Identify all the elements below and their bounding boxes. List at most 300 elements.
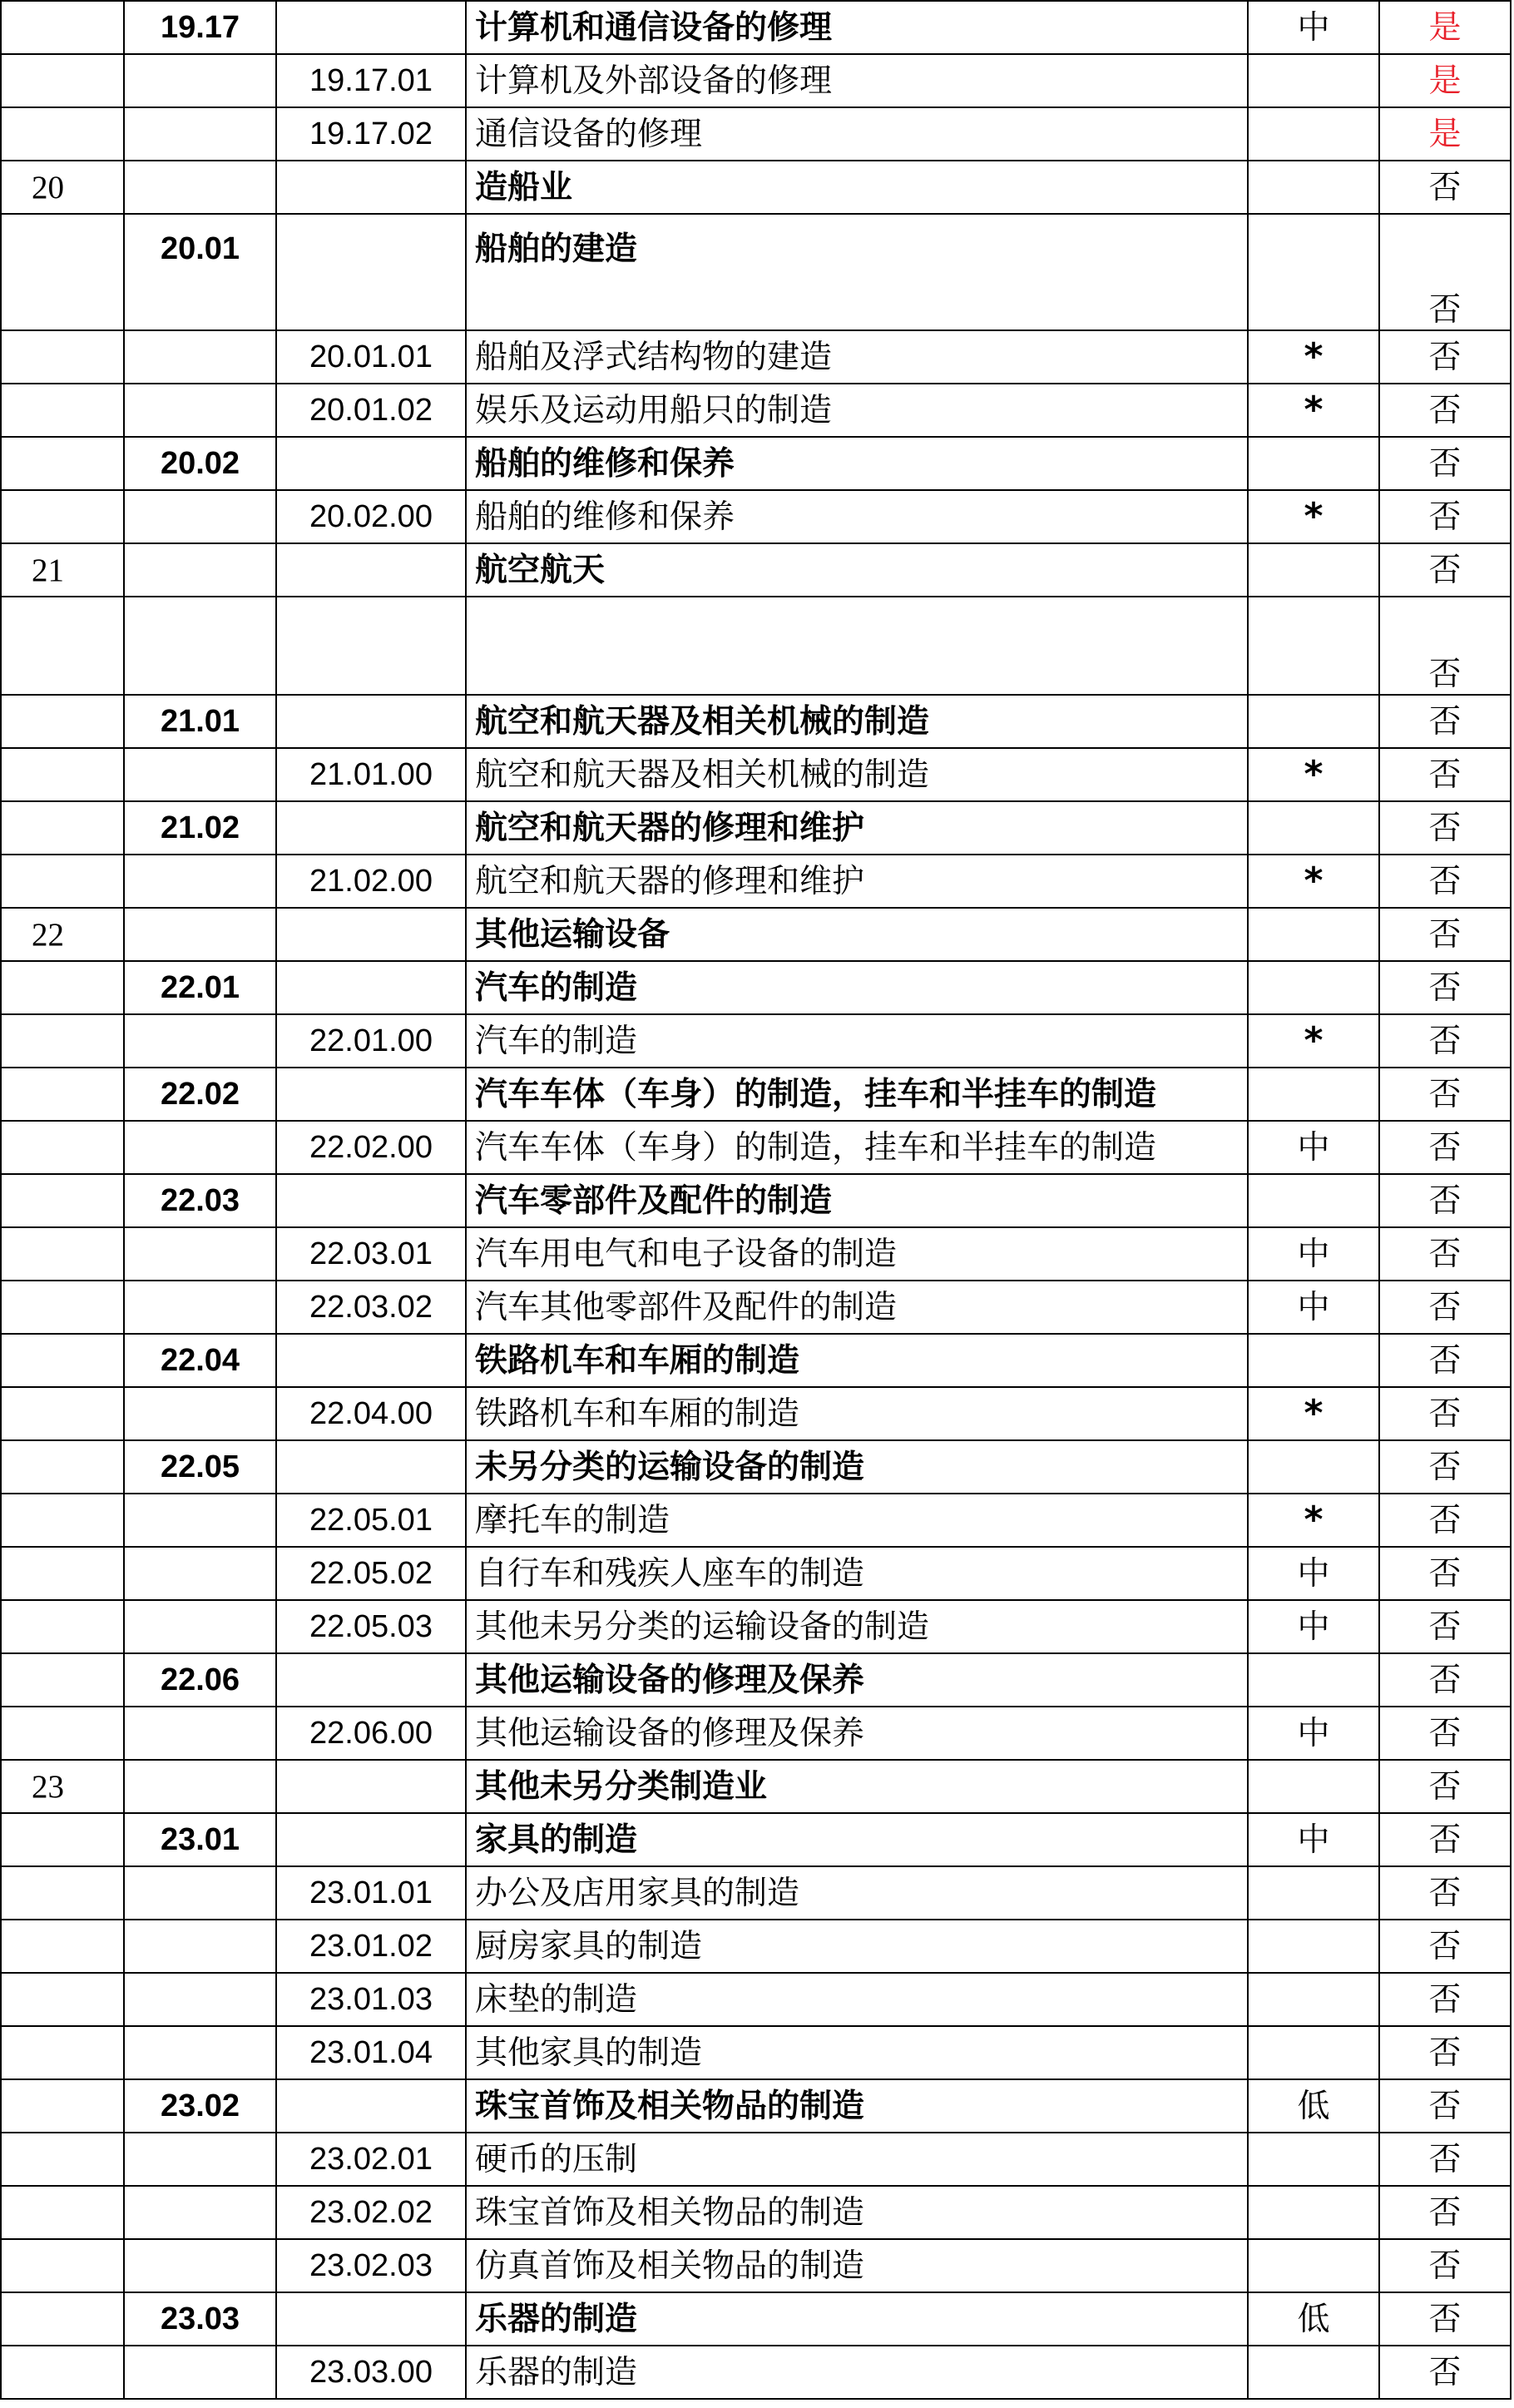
level-cell: * xyxy=(1248,1494,1379,1547)
industry-name-cell: 汽车其他零部件及配件的制造 xyxy=(466,1281,1248,1334)
class-code-cell: 23.03.00 xyxy=(276,2346,466,2399)
section-code-cell xyxy=(1,1494,124,1547)
class-code-cell xyxy=(276,1440,466,1494)
level-cell xyxy=(1248,543,1379,597)
section-code-cell xyxy=(1,1334,124,1387)
level-cell: 中 xyxy=(1248,1547,1379,1600)
class-code-cell xyxy=(276,1174,466,1227)
table-row xyxy=(1,855,1511,908)
industry-name-cell: 计算机和通信设备的修理 xyxy=(466,1,1248,54)
level-cell: 中 xyxy=(1248,1227,1379,1281)
industry-name-cell: 其他运输设备的修理及保养 xyxy=(466,1707,1248,1760)
table-row xyxy=(1,1281,1511,1334)
industry-name-cell: 娱乐及运动用船只的制造 xyxy=(466,384,1248,437)
industry-name-cell: 摩托车的制造 xyxy=(466,1494,1248,1547)
industry-name-cell: 航空和航天器及相关机械的制造 xyxy=(466,748,1248,801)
section-code-cell xyxy=(1,961,124,1014)
class-code-cell xyxy=(276,543,466,597)
table-row xyxy=(1,748,1511,801)
section-code-cell xyxy=(1,1973,124,2026)
group-code-cell: 19.17 xyxy=(124,1,276,54)
table-row xyxy=(1,437,1511,490)
industry-name-cell: 铁路机车和车厢的制造 xyxy=(466,1387,1248,1440)
section-code-cell xyxy=(1,384,124,437)
flag-cell: 否 xyxy=(1379,1440,1511,1494)
section-code-cell xyxy=(1,1281,124,1334)
section-code-cell xyxy=(1,855,124,908)
flag-cell: 否 xyxy=(1379,384,1511,437)
section-code-cell xyxy=(1,490,124,543)
group-code-cell xyxy=(124,1387,276,1440)
flag-cell: 否 xyxy=(1379,2133,1511,2186)
group-code-cell xyxy=(124,54,276,107)
flag-cell: 否 xyxy=(1379,2239,1511,2292)
group-code-cell: 21.02 xyxy=(124,801,276,855)
industry-name-cell: 汽车车体（车身）的制造，挂车和半挂车的制造 xyxy=(466,1121,1248,1174)
section-code-cell xyxy=(1,2292,124,2346)
class-code-cell xyxy=(276,801,466,855)
flag-cell: 否 xyxy=(1379,1068,1511,1121)
table-row xyxy=(1,1547,1511,1600)
section-code-cell xyxy=(1,437,124,490)
level-cell: 低 xyxy=(1248,2292,1379,2346)
flag-cell: 否 xyxy=(1379,437,1511,490)
group-code-cell xyxy=(124,1014,276,1068)
class-code-cell: 21.02.00 xyxy=(276,855,466,908)
class-code-cell: 22.05.03 xyxy=(276,1600,466,1653)
class-code-cell xyxy=(276,961,466,1014)
section-code-cell xyxy=(1,1600,124,1653)
industry-name-cell: 汽车的制造 xyxy=(466,1014,1248,1068)
class-code-cell: 22.03.02 xyxy=(276,1281,466,1334)
flag-cell: 否 xyxy=(1379,2186,1511,2239)
group-code-cell: 22.03 xyxy=(124,1174,276,1227)
group-code-cell xyxy=(124,1494,276,1547)
industry-name-cell: 珠宝首饰及相关物品的制造 xyxy=(466,2079,1248,2133)
class-code-cell: 23.01.03 xyxy=(276,1973,466,2026)
industry-name-cell: 航空和航天器及相关机械的制造 xyxy=(466,695,1248,748)
industry-name-cell: 硬币的压制 xyxy=(466,2133,1248,2186)
level-cell xyxy=(1248,2346,1379,2399)
table-row xyxy=(1,1760,1511,1813)
level-cell xyxy=(1248,1440,1379,1494)
class-code-cell xyxy=(276,1760,466,1813)
table-row xyxy=(1,1387,1511,1440)
level-cell: * xyxy=(1248,330,1379,384)
class-code-cell xyxy=(276,161,466,214)
flag-cell: 否 xyxy=(1379,855,1511,908)
group-code-cell xyxy=(124,1707,276,1760)
class-code-cell xyxy=(276,437,466,490)
class-code-cell: 23.01.01 xyxy=(276,1866,466,1920)
level-cell xyxy=(1248,961,1379,1014)
group-code-cell xyxy=(124,855,276,908)
level-cell: 中 xyxy=(1248,1281,1379,1334)
group-code-cell xyxy=(124,543,276,597)
section-code-cell xyxy=(1,748,124,801)
table-row xyxy=(1,330,1511,384)
group-code-cell xyxy=(124,908,276,961)
level-cell xyxy=(1248,161,1379,214)
group-code-cell xyxy=(124,1547,276,1600)
level-cell xyxy=(1248,2133,1379,2186)
industry-name-cell: 船舶的维修和保养 xyxy=(466,490,1248,543)
group-code-cell xyxy=(124,1866,276,1920)
class-code-cell xyxy=(276,1334,466,1387)
industry-name-cell: 自行车和残疾人座车的制造 xyxy=(466,1547,1248,1600)
group-code-cell xyxy=(124,1227,276,1281)
class-code-cell: 20.01.02 xyxy=(276,384,466,437)
table-row xyxy=(1,490,1511,543)
flag-cell: 否 xyxy=(1379,695,1511,748)
industry-name-cell: 汽车用电气和电子设备的制造 xyxy=(466,1227,1248,1281)
table-row xyxy=(1,908,1511,961)
level-cell xyxy=(1248,107,1379,161)
level-cell: 中 xyxy=(1248,1600,1379,1653)
group-code-cell xyxy=(124,2026,276,2079)
section-code-cell xyxy=(1,1174,124,1227)
industry-name-cell: 汽车零部件及配件的制造 xyxy=(466,1174,1248,1227)
level-cell: * xyxy=(1248,384,1379,437)
table-row xyxy=(1,597,1511,695)
section-code-cell: 20 xyxy=(1,161,124,214)
level-cell xyxy=(1248,1866,1379,1920)
group-code-cell xyxy=(124,330,276,384)
level-cell: * xyxy=(1248,1387,1379,1440)
flag-cell: 否 xyxy=(1379,2079,1511,2133)
section-code-cell xyxy=(1,2079,124,2133)
industry-name-cell: 家具的制造 xyxy=(466,1813,1248,1866)
group-code-cell: 20.01 xyxy=(124,214,276,330)
class-code-cell xyxy=(276,214,466,330)
class-code-cell: 22.04.00 xyxy=(276,1387,466,1440)
industry-name-cell: 船舶的维修和保养 xyxy=(466,437,1248,490)
class-code-cell: 22.05.01 xyxy=(276,1494,466,1547)
flag-cell: 否 xyxy=(1379,908,1511,961)
level-cell: * xyxy=(1248,748,1379,801)
industry-name-cell: 汽车的制造 xyxy=(466,961,1248,1014)
flag-cell: 否 xyxy=(1379,161,1511,214)
section-code-cell xyxy=(1,2239,124,2292)
group-code-cell: 22.06 xyxy=(124,1653,276,1707)
industry-name-cell: 汽车车体（车身）的制造，挂车和半挂车的制造 xyxy=(466,1068,1248,1121)
flag-cell: 否 xyxy=(1379,1973,1511,2026)
section-code-cell xyxy=(1,1227,124,1281)
level-cell xyxy=(1248,2186,1379,2239)
section-code-cell xyxy=(1,597,124,695)
table-row xyxy=(1,695,1511,748)
group-code-cell: 21.01 xyxy=(124,695,276,748)
group-code-cell xyxy=(124,597,276,695)
industry-name-cell: 计算机及外部设备的修理 xyxy=(466,54,1248,107)
flag-cell: 否 xyxy=(1379,1014,1511,1068)
industry-name-cell: 造船业 xyxy=(466,161,1248,214)
flag-cell: 否 xyxy=(1379,801,1511,855)
industry-name-cell: 乐器的制造 xyxy=(466,2292,1248,2346)
section-code-cell xyxy=(1,2026,124,2079)
flag-cell: 否 xyxy=(1379,1121,1511,1174)
level-cell: * xyxy=(1248,490,1379,543)
industry-name-cell: 珠宝首饰及相关物品的制造 xyxy=(466,2186,1248,2239)
level-cell xyxy=(1248,214,1379,330)
industry-name-cell: 仿真首饰及相关物品的制造 xyxy=(466,2239,1248,2292)
class-code-cell xyxy=(276,908,466,961)
industry-name-cell: 航空和航天器的修理和维护 xyxy=(466,801,1248,855)
group-code-cell xyxy=(124,2239,276,2292)
level-cell xyxy=(1248,908,1379,961)
flag-cell: 否 xyxy=(1379,597,1511,695)
class-code-cell: 23.01.02 xyxy=(276,1920,466,1973)
class-code-cell: 23.02.03 xyxy=(276,2239,466,2292)
group-code-cell xyxy=(124,1920,276,1973)
class-code-cell: 22.01.00 xyxy=(276,1014,466,1068)
level-cell: 中 xyxy=(1248,1707,1379,1760)
table-row xyxy=(1,1973,1511,2026)
section-code-cell: 21 xyxy=(1,543,124,597)
table-row xyxy=(1,1014,1511,1068)
flag-cell: 否 xyxy=(1379,1494,1511,1547)
group-code-cell xyxy=(124,1760,276,1813)
table-row xyxy=(1,1440,1511,1494)
level-cell xyxy=(1248,2239,1379,2292)
group-code-cell: 23.03 xyxy=(124,2292,276,2346)
flag-cell: 否 xyxy=(1379,748,1511,801)
section-code-cell: 23 xyxy=(1,1760,124,1813)
flag-cell: 否 xyxy=(1379,1547,1511,1600)
flag-cell: 否 xyxy=(1379,490,1511,543)
class-code-cell: 21.01.00 xyxy=(276,748,466,801)
table-row xyxy=(1,107,1511,161)
flag-cell: 是 xyxy=(1379,54,1511,107)
group-code-cell xyxy=(124,2133,276,2186)
section-code-cell xyxy=(1,1547,124,1600)
level-cell: * xyxy=(1248,1014,1379,1068)
group-code-cell xyxy=(124,1121,276,1174)
level-cell xyxy=(1248,437,1379,490)
level-cell xyxy=(1248,1068,1379,1121)
group-code-cell xyxy=(124,2346,276,2399)
section-code-cell xyxy=(1,2346,124,2399)
section-code-cell xyxy=(1,1,124,54)
class-code-cell xyxy=(276,1653,466,1707)
table-row xyxy=(1,1121,1511,1174)
table-row xyxy=(1,1866,1511,1920)
table-row xyxy=(1,1174,1511,1227)
flag-cell: 否 xyxy=(1379,1866,1511,1920)
flag-cell: 否 xyxy=(1379,2292,1511,2346)
section-code-cell xyxy=(1,2133,124,2186)
section-code-cell xyxy=(1,1014,124,1068)
flag-cell: 否 xyxy=(1379,1334,1511,1387)
level-cell xyxy=(1248,1760,1379,1813)
flag-cell: 是 xyxy=(1379,1,1511,54)
section-code-cell xyxy=(1,695,124,748)
group-code-cell xyxy=(124,2186,276,2239)
flag-cell: 否 xyxy=(1379,1707,1511,1760)
table-row xyxy=(1,161,1511,214)
level-cell xyxy=(1248,2026,1379,2079)
section-code-cell: 22 xyxy=(1,908,124,961)
table-row xyxy=(1,1494,1511,1547)
table-body xyxy=(1,1,1511,2399)
industry-name-cell: 乐器的制造 xyxy=(466,2346,1248,2399)
industry-name-cell: 办公及店用家具的制造 xyxy=(466,1866,1248,1920)
level-cell: 中 xyxy=(1248,1121,1379,1174)
table-row xyxy=(1,214,1511,330)
industry-name-cell: 未另分类的运输设备的制造 xyxy=(466,1440,1248,1494)
level-cell: 低 xyxy=(1248,2079,1379,2133)
industry-name-cell: 其他家具的制造 xyxy=(466,2026,1248,2079)
section-code-cell xyxy=(1,1121,124,1174)
flag-cell: 否 xyxy=(1379,1387,1511,1440)
table-row xyxy=(1,1600,1511,1653)
section-code-cell xyxy=(1,1813,124,1866)
group-code-cell xyxy=(124,1973,276,2026)
table-row xyxy=(1,1227,1511,1281)
level-cell: * xyxy=(1248,855,1379,908)
class-code-cell: 19.17.02 xyxy=(276,107,466,161)
level-cell xyxy=(1248,1334,1379,1387)
table-row xyxy=(1,54,1511,107)
table-row xyxy=(1,2292,1511,2346)
level-cell xyxy=(1248,1920,1379,1973)
level-cell xyxy=(1248,1973,1379,2026)
table-row xyxy=(1,1334,1511,1387)
industry-name-cell: 其他未另分类制造业 xyxy=(466,1760,1248,1813)
class-code-cell xyxy=(276,2292,466,2346)
class-code-cell: 23.02.01 xyxy=(276,2133,466,2186)
industry-name-cell: 床垫的制造 xyxy=(466,1973,1248,2026)
flag-cell: 否 xyxy=(1379,2346,1511,2399)
group-code-cell xyxy=(124,490,276,543)
flag-cell: 否 xyxy=(1379,1174,1511,1227)
flag-cell: 否 xyxy=(1379,1281,1511,1334)
group-code-cell: 22.01 xyxy=(124,961,276,1014)
section-code-cell xyxy=(1,1866,124,1920)
group-code-cell xyxy=(124,161,276,214)
group-code-cell: 23.02 xyxy=(124,2079,276,2133)
table-row xyxy=(1,2239,1511,2292)
industry-name-cell: 其他运输设备 xyxy=(466,908,1248,961)
flag-cell: 否 xyxy=(1379,1813,1511,1866)
group-code-cell: 20.02 xyxy=(124,437,276,490)
industry-name-cell: 通信设备的修理 xyxy=(466,107,1248,161)
table-row xyxy=(1,1653,1511,1707)
table-row xyxy=(1,1707,1511,1760)
flag-cell: 否 xyxy=(1379,1760,1511,1813)
industry-name-cell: 铁路机车和车厢的制造 xyxy=(466,1334,1248,1387)
flag-cell: 否 xyxy=(1379,961,1511,1014)
section-code-cell xyxy=(1,2186,124,2239)
flag-cell: 否 xyxy=(1379,1600,1511,1653)
table-row xyxy=(1,543,1511,597)
industry-name-cell: 船舶的建造 xyxy=(466,214,1248,330)
table-row xyxy=(1,384,1511,437)
industry-name-cell: 厨房家具的制造 xyxy=(466,1920,1248,1973)
section-code-cell xyxy=(1,330,124,384)
table-row xyxy=(1,1,1511,54)
flag-cell: 否 xyxy=(1379,2026,1511,2079)
section-code-cell xyxy=(1,1653,124,1707)
group-code-cell: 22.02 xyxy=(124,1068,276,1121)
level-cell xyxy=(1248,54,1379,107)
group-code-cell xyxy=(124,1281,276,1334)
group-code-cell xyxy=(124,107,276,161)
section-code-cell xyxy=(1,1068,124,1121)
class-code-cell: 22.03.01 xyxy=(276,1227,466,1281)
group-code-cell xyxy=(124,1600,276,1653)
industry-name-cell: 船舶及浮式结构物的建造 xyxy=(466,330,1248,384)
level-cell xyxy=(1248,1174,1379,1227)
industry-name-cell xyxy=(466,597,1248,695)
group-code-cell xyxy=(124,748,276,801)
class-code-cell: 22.05.02 xyxy=(276,1547,466,1600)
table-row xyxy=(1,1068,1511,1121)
class-code-cell: 23.02.02 xyxy=(276,2186,466,2239)
table-row xyxy=(1,2026,1511,2079)
table-row xyxy=(1,2133,1511,2186)
table-row xyxy=(1,2346,1511,2399)
class-code-cell: 20.01.01 xyxy=(276,330,466,384)
level-cell xyxy=(1248,597,1379,695)
section-code-cell xyxy=(1,801,124,855)
flag-cell: 否 xyxy=(1379,214,1511,330)
class-code-cell: 20.02.00 xyxy=(276,490,466,543)
industry-name-cell: 航空航天 xyxy=(466,543,1248,597)
section-code-cell xyxy=(1,1440,124,1494)
section-code-cell xyxy=(1,1707,124,1760)
industry-name-cell: 航空和航天器的修理和维护 xyxy=(466,855,1248,908)
class-code-cell: 23.01.04 xyxy=(276,2026,466,2079)
table-row xyxy=(1,2186,1511,2239)
level-cell: 中 xyxy=(1248,1,1379,54)
section-code-cell xyxy=(1,107,124,161)
section-code-cell xyxy=(1,1387,124,1440)
table-row xyxy=(1,2079,1511,2133)
level-cell xyxy=(1248,1653,1379,1707)
table-row xyxy=(1,961,1511,1014)
flag-cell: 否 xyxy=(1379,543,1511,597)
table-row xyxy=(1,801,1511,855)
section-code-cell xyxy=(1,54,124,107)
flag-cell: 否 xyxy=(1379,1227,1511,1281)
industry-name-cell: 其他运输设备的修理及保养 xyxy=(466,1653,1248,1707)
class-code-cell: 22.02.00 xyxy=(276,1121,466,1174)
level-cell xyxy=(1248,801,1379,855)
section-code-cell xyxy=(1,1920,124,1973)
group-code-cell: 23.01 xyxy=(124,1813,276,1866)
class-code-cell xyxy=(276,695,466,748)
level-cell: 中 xyxy=(1248,1813,1379,1866)
group-code-cell xyxy=(124,384,276,437)
flag-cell: 是 xyxy=(1379,107,1511,161)
level-cell xyxy=(1248,695,1379,748)
class-code-cell xyxy=(276,2079,466,2133)
section-code-cell xyxy=(1,214,124,330)
flag-cell: 否 xyxy=(1379,330,1511,384)
group-code-cell: 22.05 xyxy=(124,1440,276,1494)
class-code-cell: 22.06.00 xyxy=(276,1707,466,1760)
class-code-cell: 19.17.01 xyxy=(276,54,466,107)
flag-cell: 否 xyxy=(1379,1920,1511,1973)
table-row xyxy=(1,1920,1511,1973)
group-code-cell: 22.04 xyxy=(124,1334,276,1387)
class-code-cell xyxy=(276,597,466,695)
class-code-cell xyxy=(276,1068,466,1121)
class-code-cell xyxy=(276,1,466,54)
industry-name-cell: 其他未另分类的运输设备的制造 xyxy=(466,1600,1248,1653)
table-row xyxy=(1,1813,1511,1866)
